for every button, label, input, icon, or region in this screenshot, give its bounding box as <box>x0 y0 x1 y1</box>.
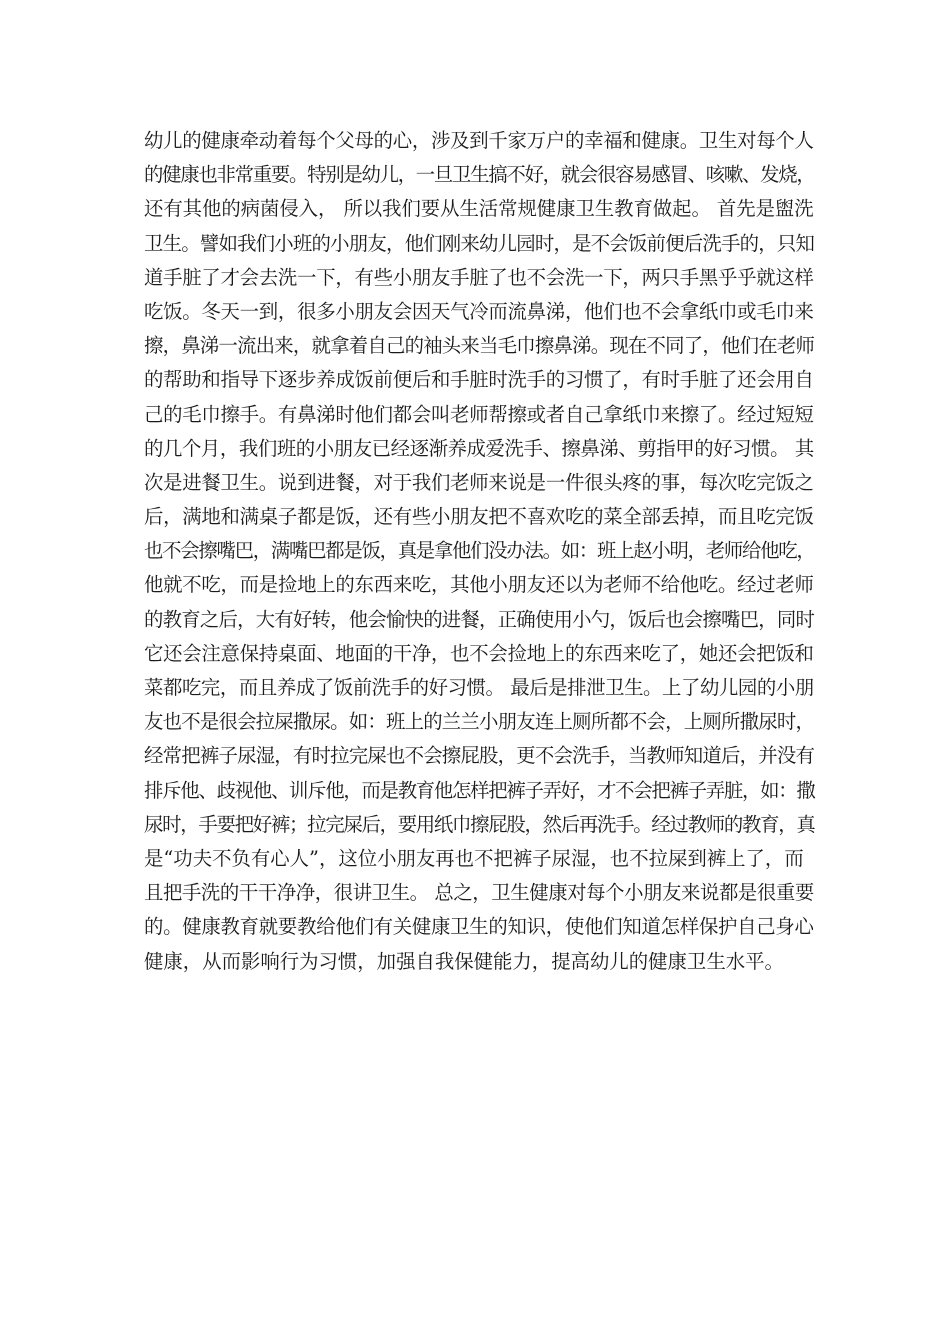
text-line: 幼儿的健康牵动着每个父母的心，涉及到千家万户的幸福和健康。卫生对每个人 <box>144 129 814 152</box>
text-line: 它还会注意保持桌面、地面的干净，也不会捡地上的东西来吃了，她还会把饭和 <box>144 641 814 665</box>
text-line: 排斥他、歧视他、训斥他，而是教育他怎样把裤子弄好，才不会把裤子弄脏，如：撒 <box>144 778 815 802</box>
text-line: 的。健康教育就要教给他们有关健康卫生的知识，使他们知道怎样保护自己身心 <box>144 915 814 939</box>
text-line: 经常把裤子尿湿，有时拉完屎也不会擦屁股，更不会洗手，当教师知道后，并没有 <box>144 744 815 768</box>
text-line: 卫生。譬如我们小班的小朋友，他们刚来幼儿园时，是不会饭前便后洗手的，只知 <box>144 231 815 255</box>
text-line: 尿时，手要把好裤；拉完屎后，要用纸巾擦屁股，然后再洗手。经过教师的教育，真 <box>144 812 815 836</box>
text-line: 后，满地和满桌子都是饭，还有些小朋友把不喜欢吃的菜全部丢掉，而且吃完饭 <box>144 505 814 529</box>
text-line: 也不会擦嘴巴，满嘴巴都是饭，真是拿他们没办法。如：班上赵小明，老师给他吃， <box>144 539 815 563</box>
text-line: 的健康也非常重要。特别是幼儿，一旦卫生搞不好，就会很容易感冒、咳嗽、发烧， <box>144 163 815 187</box>
text-line: 菜都吃完，而且养成了饭前洗手的好习惯。 最后是排泄卫生。上了幼儿园的小朋 <box>144 676 814 699</box>
text-line: 友也不是很会拉屎撒尿。如：班上的兰兰小朋友连上厕所都不会，上厕所撒尿时， <box>144 710 815 734</box>
text-line: 他就不吃，而是捡地上的东西来吃，其他小朋友还以为老师不给他吃。经过老师 <box>144 573 814 597</box>
text-line: 的教育之后，大有好转，他会愉快的进餐，正确使用小勺，饭后也会擦嘴巴，同时 <box>144 607 815 631</box>
text-line: 健康，从而影响行为习惯，加强自我保健能力，提高幼儿的健康卫生水平。 <box>144 949 784 973</box>
text-line: 还有其他的病菌侵入， 所以我们要从生活常规健康卫生教育做起。 首先是盥洗 <box>144 197 814 221</box>
text-line: 擦，鼻涕一流出来，就拿着自己的袖头来当毛巾擦鼻涕。现在不同了，他们在老师 <box>144 334 815 358</box>
text-line: 次是进餐卫生。说到进餐，对于我们老师来说是一件很头疼的事，每次吃完饭之 <box>144 470 814 494</box>
body-paragraph <box>144 124 814 979</box>
text-line: 且把手洗的干干净净，很讲卫生。 总之，卫生健康对每个小朋友来说都是很重要 <box>144 881 814 905</box>
text-line: 是“功夫不负有心人”，这位小朋友再也不把裤子尿湿，也不拉屎到裤上了，而 <box>144 846 804 870</box>
text-line: 道手脏了才会去洗一下，有些小朋友手脏了也不会洗一下，两只手黑乎乎就这样 <box>144 265 814 289</box>
text-line: 吃饭。冬天一到，很多小朋友会因天气冷而流鼻涕，他们也不会拿纸巾或毛巾来 <box>144 299 814 323</box>
text-line: 己的毛巾擦手。有鼻涕时他们都会叫老师帮擦或者自己拿纸巾来擦了。经过短短 <box>144 402 814 426</box>
text-line: 的帮助和指导下逐步养成饭前便后和手脏时洗手的习惯了，有时手脏了还会用自 <box>144 368 814 392</box>
text-line: 的几个月，我们班的小朋友已经逐渐养成爱洗手、擦鼻涕、剪指甲的好习惯。 其 <box>144 436 814 460</box>
